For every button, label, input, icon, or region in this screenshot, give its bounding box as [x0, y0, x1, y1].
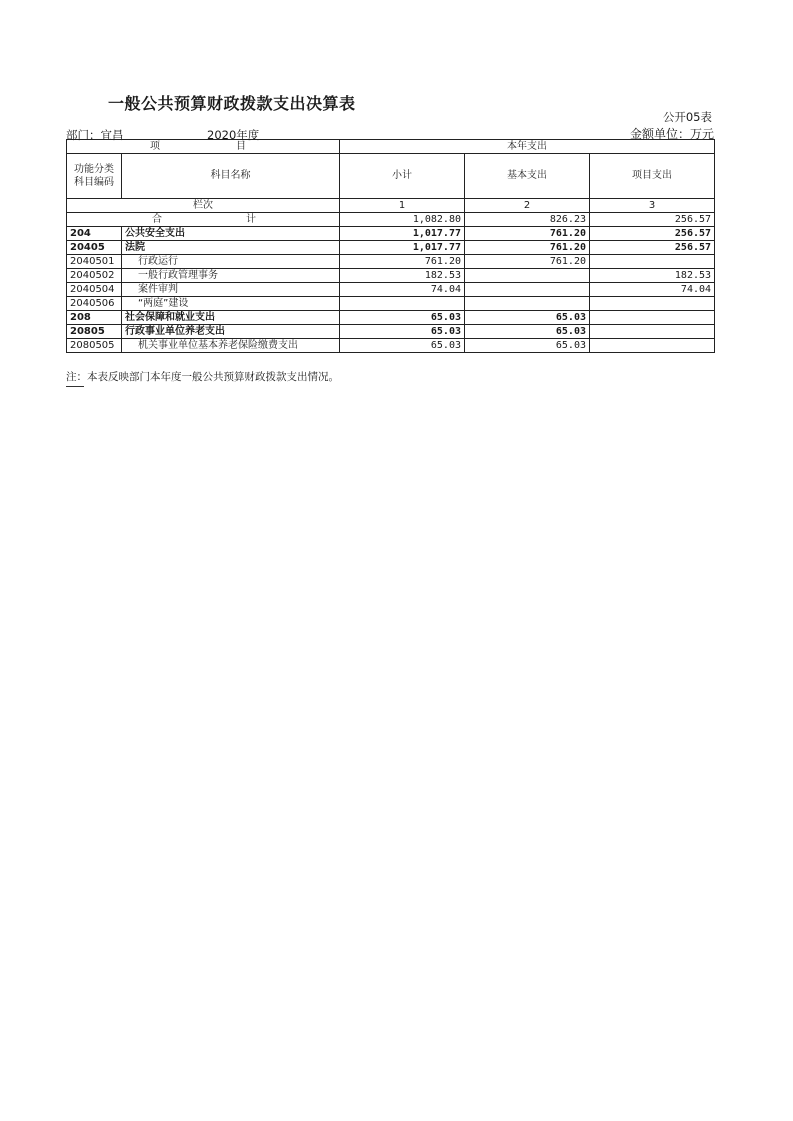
header-subtotal: 小计: [340, 154, 465, 199]
header-subject-name: 科目名称: [122, 154, 340, 199]
row-code: 2080505: [67, 339, 122, 353]
row-project: 182.53: [590, 269, 715, 283]
row-basic: 761.20: [465, 227, 590, 241]
row-project: 256.57: [590, 227, 715, 241]
header-row-columns: [67, 154, 715, 199]
row-project: [590, 325, 715, 339]
table-row: [67, 339, 715, 353]
department-label: 部门：宜昌: [66, 128, 124, 142]
row-name: 机关事业单位基本养老保险缴费支出: [122, 339, 340, 353]
table-row: [67, 241, 715, 255]
row-project: [590, 339, 715, 353]
row-project: 74.04: [590, 283, 715, 297]
row-subtotal: 65.03: [340, 339, 465, 353]
row-code: 2040506: [67, 297, 122, 311]
row-code: 204: [67, 227, 122, 241]
table-row: [67, 255, 715, 269]
page-title: 一般公共预算财政拨款支出决算表: [108, 94, 356, 113]
row-basic: [465, 283, 590, 297]
row-code: 208: [67, 311, 122, 325]
row-project: 256.57: [590, 241, 715, 255]
header-basic: 基本支出: [465, 154, 590, 199]
header-func-code: 功能分类科目编码: [67, 154, 122, 199]
row-project: [590, 297, 715, 311]
header-project: 项目支出: [590, 154, 715, 199]
row-code: 2040504: [67, 283, 122, 297]
row-subtotal: 182.53: [340, 269, 465, 283]
form-code: 公开05表: [662, 110, 712, 124]
row-subtotal: 65.03: [340, 311, 465, 325]
row-basic: [465, 297, 590, 311]
total-project: 256.57: [590, 213, 715, 227]
table-row: [67, 269, 715, 283]
header-item-right: 目: [236, 140, 246, 152]
row-name: 一般行政管理事务: [122, 269, 340, 283]
row-name: 行政事业单位养老支出: [122, 325, 340, 339]
col-number-1: 1: [340, 199, 465, 213]
row-subtotal: 1,017.77: [340, 227, 465, 241]
row-basic: 65.03: [465, 339, 590, 353]
footnote-underline: [66, 386, 84, 387]
header-item-left: 项: [150, 140, 160, 152]
table-row: [67, 227, 715, 241]
total-subtotal: 1,082.80: [340, 213, 465, 227]
row-name: 行政运行: [122, 255, 340, 269]
col-number-3: 3: [590, 199, 715, 213]
total-label-right: 计: [246, 213, 256, 225]
row-subtotal: [340, 297, 465, 311]
header-row-item: [67, 140, 715, 154]
row-name: 公共安全支出: [122, 227, 340, 241]
row-subtotal: 761.20: [340, 255, 465, 269]
footnote: 注：本表反映部门本年度一般公共预算财政拨款支出情况。: [66, 371, 339, 383]
row-subtotal: 1,017.77: [340, 241, 465, 255]
table-row: [67, 297, 715, 311]
row-name: 社会保障和就业支出: [122, 311, 340, 325]
row-project: [590, 311, 715, 325]
row-name: 案件审判: [122, 283, 340, 297]
row-code: 20805: [67, 325, 122, 339]
row-subtotal: 74.04: [340, 283, 465, 297]
column-number-row: [67, 199, 715, 213]
row-basic: 65.03: [465, 311, 590, 325]
unit-label: 金额单位：万元: [629, 127, 714, 141]
row-basic: 65.03: [465, 325, 590, 339]
row-subtotal: 65.03: [340, 325, 465, 339]
year-label: 2020年度: [207, 128, 260, 142]
row-basic: 761.20: [465, 255, 590, 269]
total-label-left: 合: [152, 213, 162, 225]
row-name: 法院: [122, 241, 340, 255]
header-item: [67, 140, 340, 154]
total-row: [67, 213, 715, 227]
table-row: [67, 311, 715, 325]
total-basic: 826.23: [465, 213, 590, 227]
row-name: “两庭”建设: [122, 297, 340, 311]
table-row: [67, 325, 715, 339]
row-basic: [465, 269, 590, 283]
table-row: [67, 283, 715, 297]
col-number-2: 2: [465, 199, 590, 213]
expenditure-table: [66, 139, 715, 353]
row-code: 20405: [67, 241, 122, 255]
row-project: [590, 255, 715, 269]
total-label: [67, 213, 340, 227]
row-code: 2040502: [67, 269, 122, 283]
row-label: 栏次: [67, 199, 340, 213]
row-code: 2040501: [67, 255, 122, 269]
header-current-year: 本年支出: [340, 140, 715, 154]
row-basic: 761.20: [465, 241, 590, 255]
